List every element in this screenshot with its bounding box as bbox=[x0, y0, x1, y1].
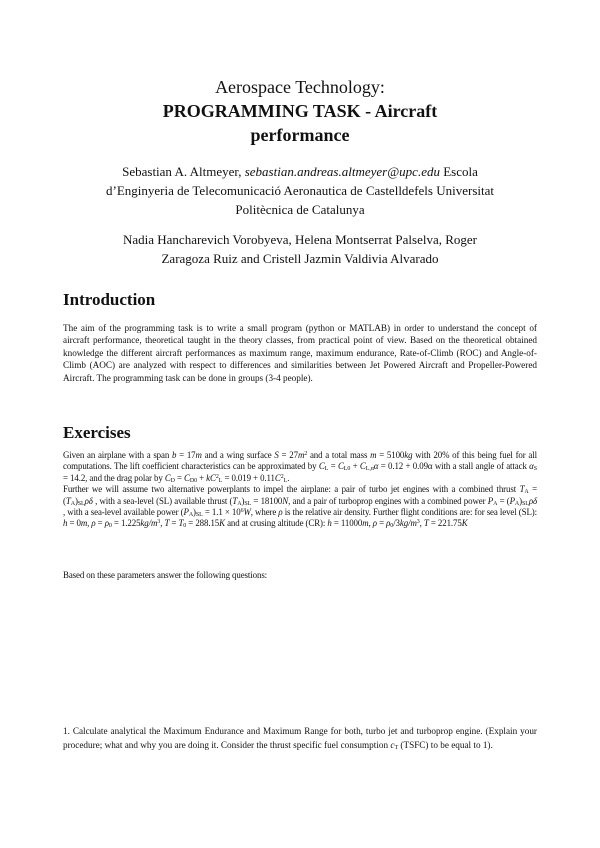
title-line-3: performance bbox=[250, 125, 350, 145]
group-line-2: Zaragoza Ruiz and Cristell Jazmin Valdivia Alvarado bbox=[161, 251, 439, 266]
question-1: 1. Calculate analytical the Maximum Endurance and Maximum Range for both, turbo jet and turboprop engine. (Explain your procedure; what and why you are doing it. Consider the thrust specific fuel consumption $c_T$ (TSFC) to be equal to 1). bbox=[63, 726, 537, 751]
powerplant-paragraph: Further we will assume two alternative powerplants to impel the airplane: a pair of turbo jet engines with a combined thrust $T_A = (T_A)_{SL}\rho\delta$ , with a sea-level (SL) available thrust $(T_A)_{SL} = 18100N$, and a pair of turboprop engines with a combined power $P_A = (P_A)_{SL}\rho\delta$ , with a sea-level available power $(P_A)_{SL} = 1.1 \times 10^6W$, where ρ is the relative air density. Further flight conditions are: for sea level (SL): h = 0m, $\rho = \rho_0 = 1.225kg/m^3$, $T = T_0 = 288.15K$ and at crusing altitude (CR): h = 11000m, $\rho = \rho_0/3kg/m^3$, T = 221.75K bbox=[63, 484, 538, 530]
title-line-2: PROGRAMMING TASK - Aircraft bbox=[162, 101, 438, 121]
introduction-heading: Introduction bbox=[63, 290, 156, 309]
introduction-paragraph: The aim of the programming task is to write a small program (python or MATLAB) in order to understand the concept of aircraft performance, theoretical taught in the theory classes, from practical point of view. Based on the theoretical obtained knowledge the different aircraft performances as maximum range, maximum endurance, Rate-of-Climb (ROC) and Angle-of-Climb (AOC) are analyzed with respect to differences and similarities between Jet Powered Aircraft and Propeller-Powered Aircraft. The programming task can be done in groups (3-4 people). bbox=[63, 323, 537, 383]
questions-intro: Based on these parameters answer the following questions: bbox=[63, 570, 268, 580]
aircraft-parameters-paragraph: Given an airplane with a span b = 17m and a wing surface $S = 27m^2$ and a total mass m = 5100kg with 20% of this being fuel for all computations. The lift coefficient characteristics can be approximated by $C_L = C_{L0} + C_{L,\alpha}\alpha = 0.12 + 0.09\alpha$ with a stall angle of attack $\alpha_S = 14.2$, and the drag polar by $C_D = C_{D0} + kC^2_L = 0.019 + 0.11C^2_L$. bbox=[63, 450, 537, 484]
exercises-heading: Exercises bbox=[63, 423, 131, 442]
supervisor-block bbox=[90, 162, 510, 219]
title-main bbox=[0, 99, 600, 147]
supervisor-name: Sebastian A. Altmeyer, bbox=[122, 164, 245, 179]
affiliation: d’Enginyeria de Telecomunicació Aeronautica de Castelldefels Universitat Politècnica de Catalunya bbox=[106, 183, 494, 217]
group-members bbox=[90, 230, 510, 268]
supervisor-email[interactable]: sebastian.andreas.altmeyer@upc.edu bbox=[244, 164, 440, 179]
exercises-body bbox=[63, 450, 537, 530]
group-line-1: Nadia Hancharevich Vorobyeva, Helena Montserrat Palselva, Roger bbox=[122, 232, 477, 247]
affiliation-lead: Escola bbox=[439, 164, 478, 179]
title-line-1: Aerospace Technology: bbox=[215, 77, 385, 97]
